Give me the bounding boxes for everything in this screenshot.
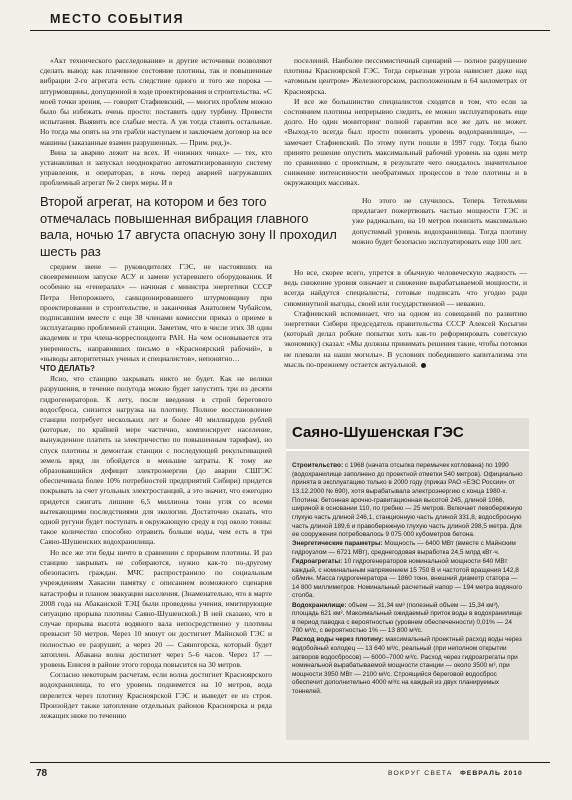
paragraph: И все же большинство специалистов сходятся в том, что если за состоянием плотины непрерывно следить, ее можно эксплуатировать еще долго. Но один мониторинг полной гарантии все же дать не может. «Выход-то всегда был: просто понизить уровень водохранилища», — замечает Стафиевский. По этому пути пошли в 1997 году. Тогда было принято решение опустить максимальный рабочий уровень на один метр по сравнению с проектным, в результате чего ожидалось значительное снижение интенсивности необратимых процессов в теле плотины и в окружающих массивах. [284, 96, 527, 188]
pull-quote [40, 194, 340, 260]
paragraph: Но этого не случилось. Теперь Тетельмин предлагает пожертвовать частью мощности ГЭС и уже радикально, на 10 метров понизить максимально допустимый уровень водохранилища. Тогда плотину можно будет безопасно эксплуатировать еще 100 лет. [352, 196, 527, 246]
fact-text: Мощность — 6400 МВт (вместе с Майнским гидроузлом — 6721 МВт), среднегодовая выработка 24,5 млрд кВт·ч. [292, 540, 516, 556]
fact-item [292, 602, 523, 636]
paragraph: Вина за аварию лежит на всех. И «нижних чинах» — тех, кто устанавливал и запускал неоднократно автоматизированную систему управления, и операторах, в ночь перед аварией нагружавших проблемный агрегат № 2 сверх меры. И в [40, 147, 272, 188]
pull-quote-text: Второй агрегат, на котором и без того отмечалась повышенная вибрация главного вала, ночью 17 августа опасную зону II проходил шесть раз [40, 194, 337, 259]
paragraph [284, 309, 527, 370]
section-title: МЕСТО СОБЫТИЯ [50, 12, 185, 26]
right-column-top [284, 56, 527, 189]
fact-item [292, 497, 523, 540]
fact-box-title: Саяно-Шушенская ГЭС [292, 424, 464, 441]
paragraph: Ясно, что станцию закрывать никто не будет. Как не велики разрушения, в течение полугода можно будет запустить три из десяти гидрогенераторов. К лету, после введения в строй берегового водосброса, снизится нагрузка на плотину. Полное восстановление станции потребует нескольких лет и более 40 миллиардов рублей (которые, по крайней мере частично, компенсирует население, вынужденное платить за электричество по повышенным тарифам), но спуск плотины и демонтаж станции с последующей рекультивацией земель вряд ли обойдется в меньшие затраты. К тому же образовавшийся дефицит электроэнергии (до аварии СШГЭС обеспечивала более 10% потребностей предприятий Сибири) придется покрывать за счет угольных электростанций, а это значит, что ежегодно придется сжигать лишние 6,5 миллиона тонн угля со всеми вытекающими последствиями для экологии. Достаточно сказать, что одной ругуни будет поступать в окружающую среду в год около тонны: такое количество способно отравить больше воды, чем есть в три Саяно-Шушенских водохранилища. [40, 374, 272, 547]
fact-label: Строительство: [292, 462, 344, 469]
page-header [30, 0, 550, 40]
fact-label: Энергетические параметры: [292, 540, 383, 548]
right-column-narrow [352, 196, 527, 247]
fact-text: максимальный проектный расход воды через водобойный колодец — 13 640 м³/с, реальный (при неполном открытии затворов водосбросов) — 6000–7000 м³/с. Расход через гидроагрегаты при номинальной вырабатываемой мощности станции — около 3500 м³, при мощности 3950 МВт — 2100 м³/с. Строящийся береговой водосброс обеспечит дополнительно 4000 м³/с на каждый из двух планируемых тоннелей. [292, 636, 522, 695]
right-column-middle [284, 268, 527, 370]
paragraph: поселений. Наиболее пессимистичный сценарий — полное разрушение плотины Красноярской ГЭС. Тогда серьезная угроза нависнет даже над «атомным центром» Железногорском, расположенным в 64 километрах от Красноярска. [284, 56, 527, 96]
fact-item [292, 558, 523, 601]
fact-box-body [292, 462, 523, 697]
page-footer [30, 760, 550, 790]
fact-label: Расход воды через плотину: [292, 636, 384, 644]
paragraph-text: Стафиевский вспоминает, что на одном из совещаний по развитию энергетики Сибири председатель правительства СССР Алексей Косыгин (который делал робкие попытки хоть как-то реформировать советскую экономику) сказал: «Мы должны принимать решения такие, чтобы потомки не плевали на наши могилы». В условиях победившего капитализма эти мысль по-прежнему остается актуальной. [284, 308, 527, 369]
header-rule [30, 30, 550, 31]
fact-text: Плотина: бетонная арочно-гравитационная высотой 245, длиной 1066, шириной в основании 110, по гребню — 25 метров. Включает левобережную глухую часть длиной 246,1, станционную часть длиной 331,8, водосбросную часть длиной 189,6 и правобережную глухую часть длиной 298,5 метра. Для ее сооружения потребовалось 9 075 000 кубометров бетона. [292, 496, 523, 539]
paragraph: среднем звене — руководителях ГЭС, не настоявших на своевременном запуске АСУ и замене устаревшего оборудования. И особенно на «генералах» — начиная с министра энергетики СССР Петра Непорожнего, санкционировавшего штурмовщину при проектировании и строительстве, и заканчивая Анатолием Чубайсом, подписавшим вместе с еще 38 членами комиссии приказ о приеме в эксплуатацию проблемной станции. Заметим, что в числе этих 38 один академик и три члена-корреспондента РАН. На чем основывается эта уверенность, направивших письмо в «Красноярский рабочий», в «выводы авторитетных ученых и специалистов», непонятно… [40, 262, 272, 363]
fact-text: с 1968 (начата отсыпка перемычек котлована) по 1990 (водохранилище заполнено до проектной отметки 540 метров). Официально принята в эксплуатацию только в 2000 году (приказ РАО «ЕЭС России» от 13.12.2000 № 690), хотя вырабатывала электроэнергию с конца 1980-х. [292, 462, 523, 495]
page-number: 78 [36, 768, 48, 779]
paragraph: Но все же эти беды ничто в сравнении с прорывом плотины. И раз станцию закрывать не собираются, нужно как-то по-другому обезопасить граждан. МЧС распространило по социальным учреждениям Хакасии памятку с описанием возможного сценария катастрофы и планом эвакуации населения. (Знаменательно, что в марте 2008 года на Абаканской ТЭЦ были проведены учения, имитирующие ситуацию прорыва плотины Саяно-Шушенской.) В ней сказано, что в случае прорыва высота водяного вала непосредственно у плотины превысит 50 метров. Через 10 минут он достигнет Майнской ГЭС и полностью ее разрушит, а через 20 — Саяногорска, который будет затоплен. Абакана волна достигнет через 5–6 часов. Через 17 — уровень Енисея в районе этого города повысится на 30 метров. [40, 547, 272, 669]
fact-label: Водохранилище: [292, 601, 347, 609]
magazine-name: ВОКРУГ СВЕТА [388, 770, 453, 777]
left-column-top [40, 56, 272, 189]
fact-item [292, 540, 523, 557]
fact-box [286, 418, 529, 740]
paragraph: Согласно некоторым расчетам, если волна достигнет Красноярского водохранилища, то его уровень поднимется на 10 метров, вода перелется через плотину Красноярской ГЭС и выведет ее из строя. Произойдет также затопление отдельных районов Красноярска и ряда лежащих ниже по течению [40, 670, 272, 720]
fact-text: 10 гидрогенераторов номинальной мощности 640 МВт каждый, с номинальным напряжением 15 750 В и частотой вращения 142,8 об/мин. Масса гидрогенератора — 1860 тонн, внешний диаметр статора — 14 800 миллиметров. Номинальный расчетный напор — 194 метра водяного столба. [292, 558, 523, 600]
fact-box-rule [286, 449, 529, 451]
fact-item [292, 462, 523, 496]
fact-text: объем — 31,34 км³ (полезный объем — 15,34 км³), площадь 621 км². Максимальный ожидаемый приток воды в водохранилище в период паводка с вероятностью (уровнем обеспеченности) 0,01% — 24 700 м³/с, с вероятностью 1% — 13 800 м³/с. [292, 601, 522, 635]
fact-label: Гидроагрегаты: [292, 558, 343, 566]
paragraph: «Акт технического расследования» и другие источники позволяют сделать вывод: как плачевное состояние плотины, так и повышенные вибрации 2-го агрегата есть следствие одного и того же порока — штурмовщины, допущенной в ходе проектирования и строительства. «С моей точки зрения, — говорит Стафиевский, — многих проблем можно было бы избежать очень просто: поставить одну турбину. Провести испытания. Выявить все слабые места. А уж тогда ставить остальные. Но тогда мы опять на эти грабли наступаем и заключаем договор на все машины (заказанные взамен разрушенных. — Прим. ред.)». [40, 56, 272, 147]
fact-item [292, 636, 523, 696]
footer-rule [30, 762, 550, 763]
paragraph: Но все, скорее всего, упрется в обычную человеческую жадность — ведь снижение уровня означает и снижение вырабатываемой мощности, и всегда найдутся специалисты, готовые подписать что угодно ради сиюминутной выгоды, своей или государственной — неважно. [284, 268, 527, 308]
issue-date: ФЕВРАЛЬ 2010 [460, 770, 523, 777]
end-mark-icon [421, 363, 426, 368]
subhead: ЧТО ДЕЛАТЬ? [40, 364, 95, 374]
left-column-lower [40, 262, 272, 721]
